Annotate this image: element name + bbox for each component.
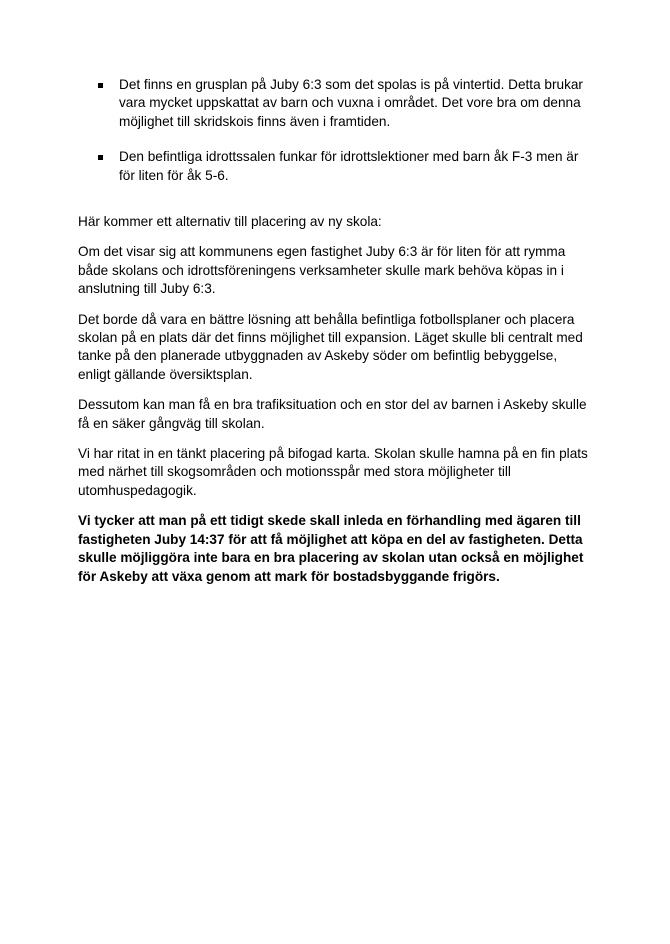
bullet-item bbox=[98, 148, 598, 185]
paragraph bbox=[78, 445, 598, 500]
bullet-line: vara mycket uppskattat av barn och vuxna i området. Det vore bra om denna bbox=[119, 95, 581, 111]
square-bullet-icon bbox=[98, 83, 103, 88]
paragraph-line: enligt gällande översiktsplan. bbox=[78, 366, 253, 382]
paragraph bbox=[78, 311, 598, 385]
paragraph-bold-conclusion bbox=[78, 512, 598, 586]
bullet-item bbox=[98, 76, 598, 131]
paragraph-line: Dessutom kan man få en bra trafiksituation och en stor del av barnen i Askeby skulle bbox=[78, 397, 587, 413]
paragraph-line: anslutning till Juby 6:3. bbox=[78, 281, 216, 297]
square-bullet-icon bbox=[98, 155, 103, 160]
paragraph-intro bbox=[78, 213, 598, 231]
bullet-line: för liten för åk 5-6. bbox=[119, 167, 229, 183]
paragraph-line: Det borde då vara en bättre lösning att behålla befintliga fotbollsplaner och placera bbox=[78, 311, 575, 327]
paragraph-line: utomhuspedagogik. bbox=[78, 482, 197, 498]
bullet-list bbox=[98, 76, 598, 202]
paragraph-line: Vi tycker att man på ett tidigt skede skall inleda en förhandling med ägaren till bbox=[78, 513, 581, 529]
paragraph-line: fastigheten Juby 14:37 för att få möjlighet att köpa en del av fastigheten. Detta bbox=[78, 531, 583, 547]
paragraph-line: med närhet till skogsområden och motionsspår med stora möjligheter till bbox=[78, 464, 511, 480]
paragraph bbox=[78, 243, 598, 298]
bullet-line: Det finns en grusplan på Juby 6:3 som det spolas is på vintertid. Detta brukar bbox=[119, 77, 583, 92]
paragraph-line: Här kommer ett alternativ till placering av ny skola: bbox=[78, 214, 382, 229]
bullet-line: möjlighet till skridskois finns även i framtiden. bbox=[119, 113, 391, 129]
paragraph-line: skolan på en plats där det finns möjlighet till expansion. Läget skulle bli centralt med bbox=[78, 330, 583, 346]
paragraph-line: både skolans och idrottsföreningens verksamheter skulle mark behöva köpas in i bbox=[78, 262, 564, 278]
paragraph bbox=[78, 396, 598, 433]
body-text bbox=[78, 213, 598, 598]
paragraph-line: Om det visar sig att kommunens egen fastighet Juby 6:3 är för liten för att rymma bbox=[78, 244, 566, 260]
paragraph-line: för Askeby att växa genom att mark för bostadsbyggande frigörs. bbox=[78, 568, 500, 584]
paragraph-line: Vi har ritat in en tänkt placering på bifogad karta. Skolan skulle hamna på en fin plats bbox=[78, 446, 588, 462]
paragraph-line: tanke på den planerade utbyggnaden av Askeby söder om befintlig bebyggelse, bbox=[78, 348, 558, 364]
paragraph-line: få en säker gångväg till skolan. bbox=[78, 415, 265, 431]
bullet-line: Den befintliga idrottssalen funkar för idrottslektioner med barn åk F-3 men är bbox=[119, 149, 579, 165]
paragraph-line: skulle möjliggöra inte bara en bra placering av skolan utan också en möjlighet bbox=[78, 550, 584, 566]
